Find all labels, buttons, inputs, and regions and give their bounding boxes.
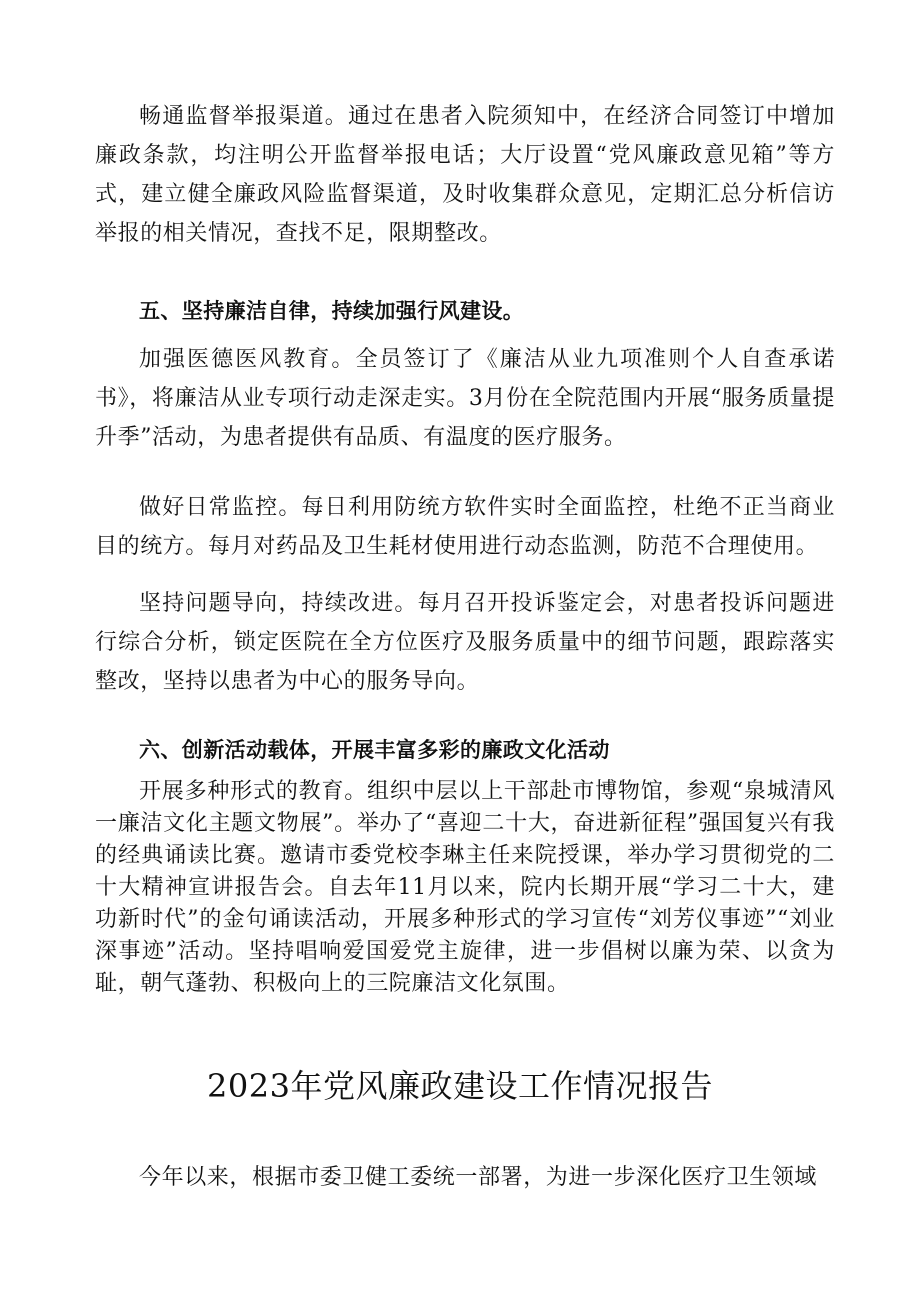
paragraph-supervision-channels: 畅通监督举报渠道。通过在患者入院须知中，在经济合同签订中增加廉政条款，均注明公开监督举报电话；大厅设置“党风廉政意见箱”等方式，建立健全廉政风险监督渠道，及时收集群众意见，定期汇总分析信访举报的相关情况，查找不足，限期整改。 xyxy=(95,104,835,246)
paragraph-report-intro: 今年以来，根据市委卫健工委统一部署，为进一步深化医疗卫生领域 xyxy=(139,1165,818,1190)
report-title: 2023年党风廉政建设工作情况报告 xyxy=(207,1067,713,1105)
paragraph-medical-ethics: 加强医德医风教育。全员签订了《廉洁从业九项准则个人自查承诺书》，将廉洁从业专项行动走深走实。3月份在全院范围内开展“服务质量提升季”活动，为患者提供有品质、有温度的医疗服务。 xyxy=(95,347,835,450)
section-heading-five: 五、坚持廉洁自律，持续加强行风建设。 xyxy=(139,299,525,323)
paragraph-problem-oriented: 坚持问题导向，持续改进。每月召开投诉鉴定会，对患者投诉问题进行综合分析，锁定医院在全方位医疗及服务质量中的细节问题，跟踪落实整改，坚持以患者为中心的服务导向。 xyxy=(95,591,835,694)
section-heading-six: 六、创新活动载体，开展丰富多彩的廉政文化活动 xyxy=(139,738,610,762)
paragraph-education-activities: 开展多种形式的教育。组织中层以上干部赴市博物馆，参观“泉城清风一廉洁文化主题文物展”。举办了“喜迎二十大，奋进新征程”强国复兴有我的经典诵读比赛。邀请市委党校李琳主任来院授课，举办学习贯彻党的二十大精神宣讲报告会。自去年11月以来，院内长期开展“学习二十大，建功新时代”的金句诵读活动，开展多种形式的学习宣传“刘芳仪事迹”“刘业深事迹”活动。坚持唱响爱国爱党主旋律，进一步倡树以廉为荣、以贪为耻，朝气蓬勃、积极向上的三院廉洁文化氛围。 xyxy=(95,779,835,996)
paragraph-daily-monitoring: 做好日常监控。每日利用防统方软件实时全面监控，杜绝不正当商业目的统方。每月对药品及卫生耗材使用进行动态监测，防范不合理使用。 xyxy=(95,495,835,559)
